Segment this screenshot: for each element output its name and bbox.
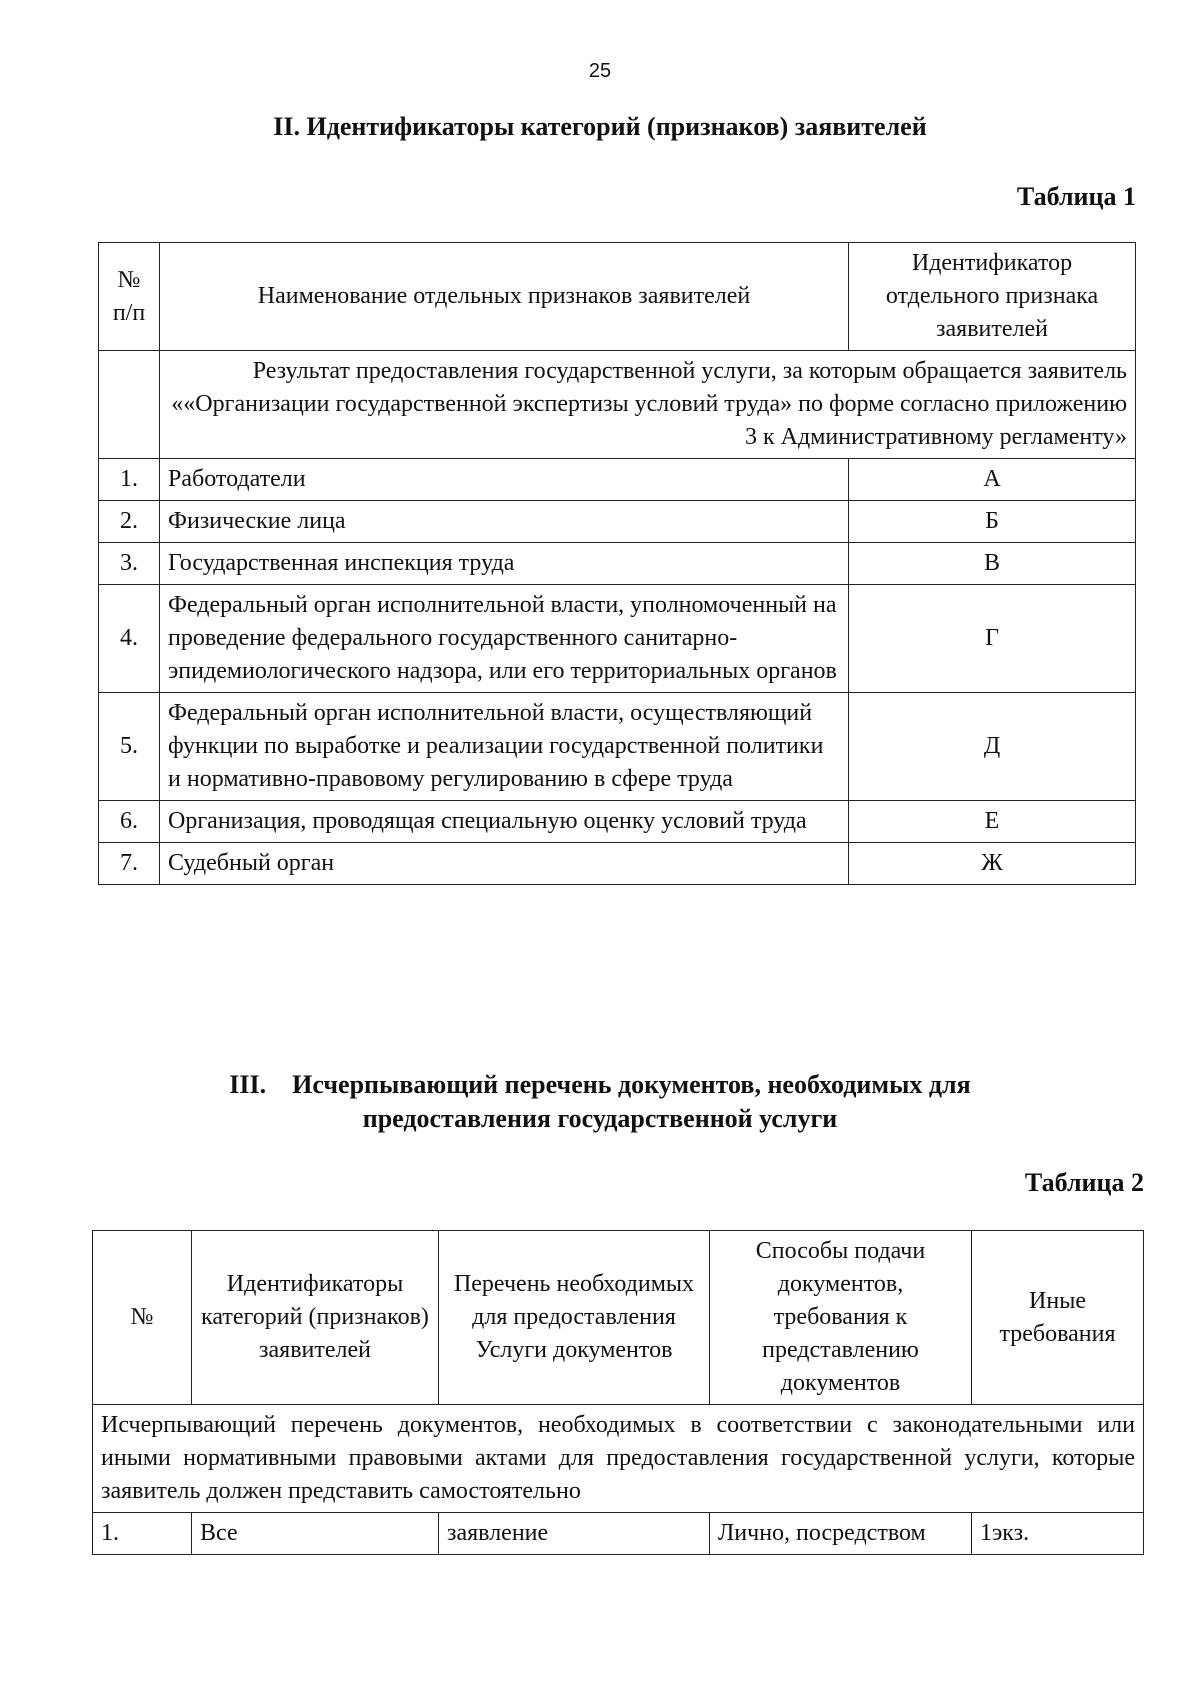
- header-code: Идентификатор отдельного признака заявителей: [849, 243, 1136, 351]
- header-categories: Идентификаторы категорий (признаков) заявителей: [192, 1231, 439, 1405]
- table-row: [99, 843, 1136, 885]
- row-docs: заявление: [439, 1513, 710, 1555]
- row-num: 7.: [99, 843, 160, 885]
- subheader-empty-cell: [99, 351, 160, 459]
- row-code: Ж: [849, 843, 1136, 885]
- table-row: [99, 693, 1136, 801]
- table-2-caption: Таблица 2: [1024, 1168, 1144, 1197]
- header-name: Наименование отдельных признаков заявителей: [160, 243, 849, 351]
- header-methods: Способы подачи документов, требования к представлению документов: [710, 1231, 972, 1405]
- row-num: 3.: [99, 543, 160, 585]
- row-num: 4.: [99, 585, 160, 693]
- row-name: Федеральный орган исполнительной власти, осуществляющий функции по выработке и реализации государственной политики и нормативно-правовому регулированию в сфере труда: [160, 693, 849, 801]
- row-name: Физические лица: [160, 501, 849, 543]
- row-code: Д: [849, 693, 1136, 801]
- subheader-text: Исчерпывающий перечень документов, необходимых в соответствии с законодательными или иными нормативными правовыми актами для предоставления государственной услуги, которые заявитель должен представить самостоятельно: [93, 1405, 1144, 1513]
- row-other: 1экз.: [972, 1513, 1144, 1555]
- section-2-title: II. Идентификаторы категорий (признаков) заявителей: [273, 112, 927, 141]
- table-row: [99, 801, 1136, 843]
- section-3-title-line-1: III. Исчерпывающий перечень документов, необходимых для: [229, 1070, 971, 1099]
- table-header-row: [93, 1231, 1144, 1405]
- row-methods: Лично, посредством: [710, 1513, 972, 1555]
- table-1-caption: Таблица 1: [1016, 182, 1136, 211]
- row-code: Г: [849, 585, 1136, 693]
- row-name: Федеральный орган исполнительной власти, уполномоченный на проведение федерального государственного санитарно-эпидемиологического надзора, или его территориальных органов: [160, 585, 849, 693]
- row-code: Е: [849, 801, 1136, 843]
- row-code: Б: [849, 501, 1136, 543]
- row-name: Государственная инспекция труда: [160, 543, 849, 585]
- table-subheader-row: [93, 1405, 1144, 1513]
- subheader-text: Результат предоставления государственной услуги, за которым обращается заявитель ««Организации государственной экспертизы условий труда» по форме согласно приложению 3 к Административному регламенту»: [160, 351, 1136, 459]
- row-num: 5.: [99, 693, 160, 801]
- applicant-categories-table: [98, 242, 1136, 885]
- table-row: [99, 459, 1136, 501]
- table-row: [99, 501, 1136, 543]
- documents-table: [92, 1230, 1144, 1555]
- table-header-row: [99, 243, 1136, 351]
- table-row: [99, 543, 1136, 585]
- section-3-title-line-2: предоставления государственной услуги: [362, 1104, 838, 1133]
- row-name: Судебный орган: [160, 843, 849, 885]
- row-name: Организация, проводящая специальную оценку условий труда: [160, 801, 849, 843]
- row-code: А: [849, 459, 1136, 501]
- row-num: 1.: [93, 1513, 192, 1555]
- header-num: №: [93, 1231, 192, 1405]
- header-other: Иные требования: [972, 1231, 1144, 1405]
- table-row: [93, 1513, 1144, 1555]
- row-num: 1.: [99, 459, 160, 501]
- header-docs: Перечень необходимых для предоставления Услуги документов: [439, 1231, 710, 1405]
- row-num: 6.: [99, 801, 160, 843]
- table-subheader-row: [99, 351, 1136, 459]
- section-3-title: [0, 1068, 1200, 1136]
- row-code: В: [849, 543, 1136, 585]
- page-number: 25: [588, 60, 612, 82]
- row-num: 2.: [99, 501, 160, 543]
- row-name: Работодатели: [160, 459, 849, 501]
- header-num: № п/п: [99, 243, 160, 351]
- row-categories: Все: [192, 1513, 439, 1555]
- table-row: [99, 585, 1136, 693]
